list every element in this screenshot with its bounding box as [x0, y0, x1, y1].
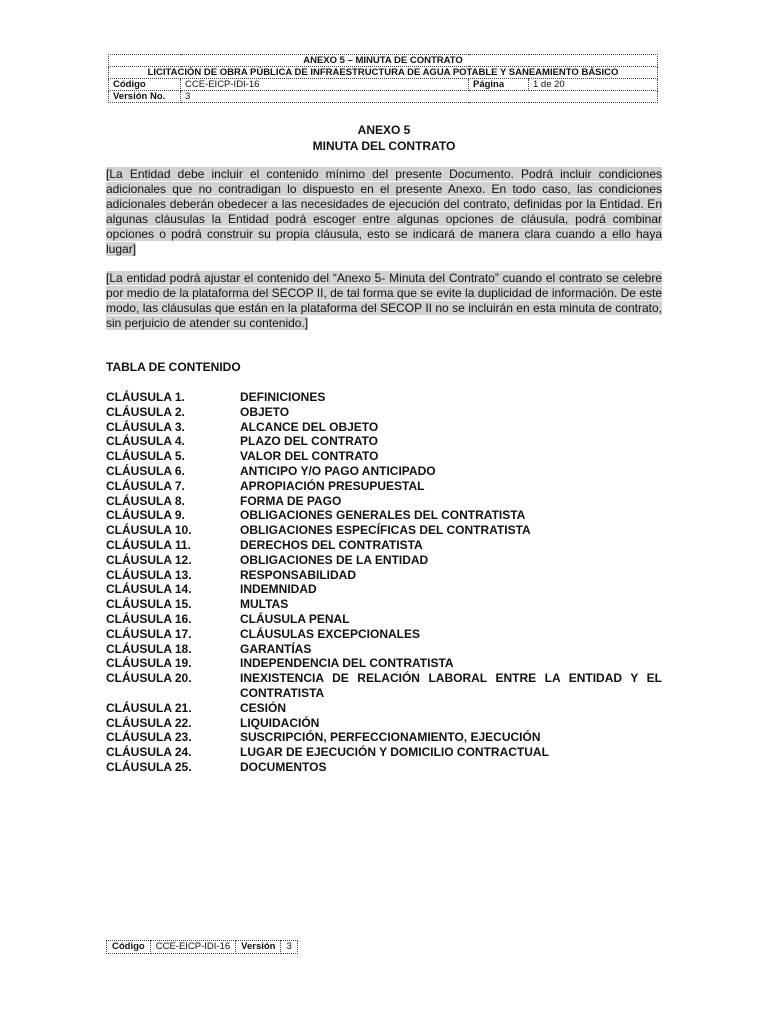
toc-entry-title: INEXISTENCIA DE RELACIÓN LABORAL ENTRE LA ENTIDAD Y EL CONTRATISTA	[240, 671, 662, 700]
toc-entry-number: CLÁUSULA 10.	[106, 523, 192, 538]
toc-entry	[106, 745, 662, 760]
toc-entry	[106, 730, 662, 745]
toc-entry-number: CLÁUSULA 1.	[106, 390, 185, 404]
toc-entry	[106, 627, 662, 642]
toc-entry	[106, 642, 662, 657]
header-pagina-value: 1 de 20	[529, 79, 658, 91]
toc-entry	[106, 449, 662, 464]
footer-codigo-value: CCE-EICP-IDI-16	[150, 941, 235, 954]
toc-entry-number: CLÁUSULA 14.	[106, 582, 192, 597]
toc-entry-number: CLÁUSULA 9.	[106, 508, 185, 523]
instruction-paragraph-1-text: [La Entidad debe incluir el contenido mínimo del presente Documento. Podrá incluir condiciones adicionales que no contradigan lo dispuesto en el presente Anexo. En todo caso, las condiciones adicionales deberán obedecer a las necesidades de ejecución del contrato, definidas por la Entidad. En algunas cláusulas la Entidad podrá escoger entre algunas opciones de cláusula, podrá combinar opciones o podrá construir su propia cláusula, esto se indicará de manera clara cuando a ello haya lugar]	[106, 167, 662, 256]
toc-entry-title: DOCUMENTOS	[240, 759, 327, 774]
toc-entry-number: CLÁUSULA 3.	[106, 419, 185, 434]
toc-entry-number: CLÁUSULA 5.	[106, 449, 185, 464]
header-title-line1: ANEXO 5 – MINUTA DE CONTRATO	[109, 55, 658, 67]
toc-entry-title: PLAZO DEL CONTRATO	[240, 434, 378, 449]
toc-entry-number: CLÁUSULA 21.	[106, 700, 192, 715]
toc-entry-title: INDEPENDENCIA DEL CONTRATISTA	[240, 656, 454, 671]
toc-entry-title: INDEMNIDAD	[240, 582, 317, 597]
toc-entry	[106, 716, 662, 731]
header-pagina-label: Página	[469, 79, 529, 91]
toc-heading: TABLA DE CONTENIDO	[106, 360, 241, 374]
toc-entry-title: APROPIACIÓN PRESUPUESTAL	[240, 478, 425, 493]
toc-entry-title: LIQUIDACIÓN	[240, 715, 320, 730]
toc-entry-number: CLÁUSULA 2.	[106, 404, 185, 419]
toc-entry	[106, 523, 662, 538]
header-version-label: Versión No.	[109, 91, 181, 103]
toc-entry	[106, 508, 662, 523]
toc-entry-title: GARANTÍAS	[240, 641, 312, 656]
toc-entry	[106, 671, 662, 701]
toc-entry	[106, 760, 662, 775]
toc-entry	[106, 538, 662, 553]
toc-entry-number: CLÁUSULA 13.	[106, 567, 192, 582]
toc-entry-number: CLÁUSULA 18.	[106, 641, 192, 656]
toc-entry	[106, 390, 662, 405]
toc-entry	[106, 553, 662, 568]
toc-entry-number: CLÁUSULA 15.	[106, 597, 192, 612]
toc-entry-number: CLÁUSULA 6.	[106, 463, 185, 478]
toc-entry-number: CLÁUSULA 25.	[106, 759, 192, 774]
toc-entry-title: DEFINICIONES	[240, 390, 326, 404]
footer-version-value: 3	[281, 941, 297, 954]
toc-entry	[106, 434, 662, 449]
document-subtitle: MINUTA DEL CONTRATO	[312, 139, 456, 153]
toc-entry-title: RESPONSABILIDAD	[240, 567, 357, 582]
instruction-paragraph-1	[106, 167, 662, 257]
toc-entry-number: CLÁUSULA 11.	[106, 537, 191, 552]
toc-entry-title: SUSCRIPCIÓN, PERFECCIONAMIENTO, EJECUCIÓN	[240, 730, 541, 745]
instruction-paragraph-2	[106, 271, 662, 331]
toc-entry-title: LUGAR DE EJECUCIÓN Y DOMICILIO CONTRACTUAL	[240, 745, 549, 760]
toc-entry-title: OBLIGACIONES GENERALES DEL CONTRATISTA	[240, 508, 526, 523]
toc-entry-title: VALOR DEL CONTRATO	[240, 449, 379, 464]
toc-entry-number: CLÁUSULA 16.	[106, 611, 192, 626]
toc-entry-number: CLÁUSULA 20.	[106, 671, 192, 686]
toc-entry	[106, 420, 662, 435]
toc-entry-title: DERECHOS DEL CONTRATISTA	[240, 537, 423, 552]
header-version-value: 3	[181, 91, 658, 103]
toc-entry	[106, 656, 662, 671]
toc-entry-title: CESIÓN	[240, 700, 287, 715]
toc-entry	[106, 479, 662, 494]
toc-entry-number: CLÁUSULA 7.	[106, 478, 185, 493]
document-footer-table	[106, 940, 298, 954]
toc-entry	[106, 701, 662, 716]
toc-entry-number: CLÁUSULA 12.	[106, 552, 192, 567]
instruction-paragraph-2-text: [La entidad podrá ajustar el contenido del “Anexo 5- Minuta del Contrato” cuando el contrato se celebre por medio de la plataforma del SECOP II, de tal forma que se evite la duplicidad de información. De este modo, las cláusulas que están en la plataforma del SECOP II no se incluirán en esta minuta de contrato, sin perjuicio de atender su contenido.]	[106, 271, 662, 330]
toc-entry-number: CLÁUSULA 23.	[106, 730, 192, 745]
toc-entry-title: ALCANCE DEL OBJETO	[240, 419, 379, 434]
toc-entry	[106, 494, 662, 509]
toc-entry-title: FORMA DE PAGO	[240, 493, 342, 508]
toc-entry	[106, 568, 662, 583]
header-title-line2: LICITACIÓN DE OBRA PÚBLICA DE INFRAESTRUCTURA DE AGUA POTABLE Y SANEAMIENTO BÁSICO	[109, 67, 658, 79]
toc-entry-number: CLÁUSULA 22.	[106, 715, 192, 730]
toc-entry-number: CLÁUSULA 4.	[106, 434, 185, 449]
toc-entry-number: CLÁUSULA 17.	[106, 626, 192, 641]
footer-codigo-label: Código	[107, 941, 151, 954]
toc-entry-title: MULTAS	[240, 597, 289, 612]
toc-entry-number: CLÁUSULA 24.	[106, 745, 192, 760]
footer-version-label: Versión	[236, 941, 281, 954]
header-codigo-label: Código	[109, 79, 181, 91]
toc-entry-number: CLÁUSULA 19.	[106, 656, 192, 671]
document-header-table	[108, 54, 658, 103]
toc-entry-title: ANTICIPO Y/O PAGO ANTICIPADO	[240, 463, 436, 478]
toc-entry	[106, 597, 662, 612]
toc-entry-title: CLÁUSULAS EXCEPCIONALES	[240, 626, 421, 641]
toc-entry-title: OBJETO	[240, 404, 290, 419]
toc-entry	[106, 464, 662, 479]
toc-entry-number: CLÁUSULA 8.	[106, 493, 185, 508]
toc-entry-title: OBLIGACIONES DE LA ENTIDAD	[240, 552, 429, 567]
table-of-contents	[106, 390, 662, 775]
header-codigo-value: CCE-EICP-IDI-16	[181, 79, 469, 91]
toc-entry	[106, 612, 662, 627]
toc-entry-title: CLÁUSULA PENAL	[240, 611, 350, 626]
toc-entry	[106, 405, 662, 420]
toc-entry	[106, 582, 662, 597]
document-title: ANEXO 5	[357, 123, 411, 137]
toc-entry-title: OBLIGACIONES ESPECÍFICAS DEL CONTRATISTA	[240, 523, 531, 538]
